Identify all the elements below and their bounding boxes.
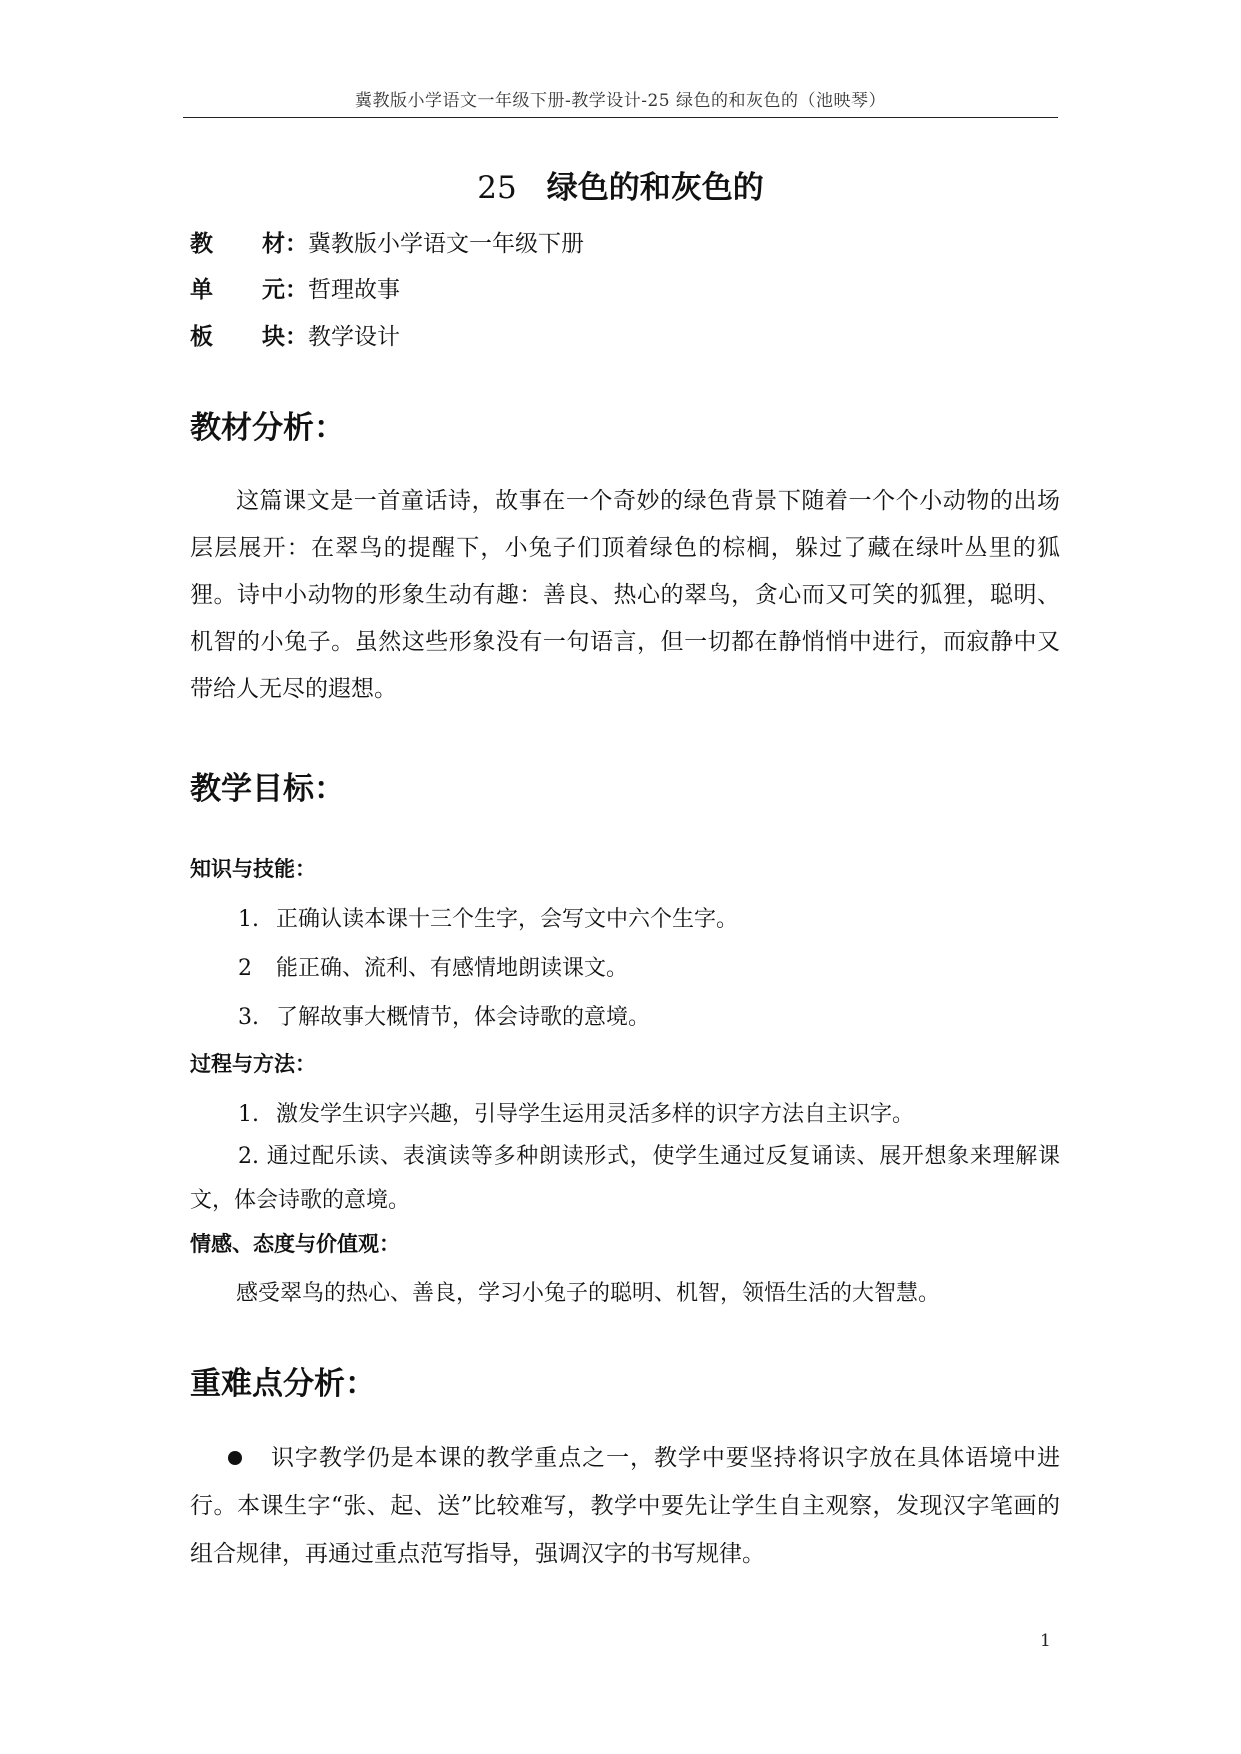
meta-textbook <box>190 225 584 258</box>
meta-textbook-key-2: 材： <box>262 230 308 257</box>
section-heading-analysis: 教材分析： <box>190 410 345 446</box>
list-item-text: 能正确、流利、有感情地朗读课文。 <box>276 956 629 981</box>
emotion-text: 感受翠鸟的热心、善良，学习小兔子的聪明、机智，领悟生活的大智慧。 <box>236 1281 941 1306</box>
lesson-number: 25 <box>477 170 517 206</box>
list-item <box>238 951 628 982</box>
list-item-number: 1. <box>238 907 259 932</box>
list-item-wrapped <box>190 1135 1060 1223</box>
header-divider <box>183 117 1058 118</box>
difficulty-bullet-item <box>190 1434 1060 1578</box>
list-item-number: 2 <box>238 956 252 981</box>
list-item <box>238 1097 914 1128</box>
list-item-text: 了解故事大概情节，体会诗歌的意境。 <box>276 1005 651 1030</box>
meta-unit-value: 哲理故事 <box>308 277 400 303</box>
meta-block <box>190 318 400 351</box>
difficulty-bullet-text: 识字教学仍是本课的教学重点之一，教学中要坚持将识字放在具体语境中进行。本课生字“张、起、送”比较难写，教学中要先让学生自主观察，发现汉字笔画的组合规律，再通过重点范写指导，强调汉字的书写规律。 <box>190 1445 1060 1567</box>
analysis-paragraph: 这篇课文是一首童话诗，故事在一个奇妙的绿色背景下随着一个个小动物的出场层层展开：在翠鸟的提醒下，小兔子们顶着绿色的棕榈，躲过了藏在绿叶丛里的狐狸。诗中小动物的形象生动有趣：善良、热心的翠鸟，贪心而又可笑的狐狸，聪明、机智的小兔子。虽然这些形象没有一句语言，但一切都在静悄悄中进行，而寂静中又带给人无尽的遐想。 <box>190 488 1060 702</box>
meta-textbook-value: 冀教版小学语文一年级下册 <box>308 231 584 257</box>
running-header: 冀教版小学语文一年级下册-教学设计-25 绿色的和灰色的（池映琴） <box>354 91 887 111</box>
section-heading-difficulty: 重难点分析： <box>190 1366 376 1402</box>
meta-unit-key-1: 单 <box>190 276 213 303</box>
list-item-text: 激发学生识字兴趣，引导学生运用灵活多样的识字方法自主识字。 <box>276 1102 915 1127</box>
meta-unit <box>190 271 400 304</box>
meta-block-value: 教学设计 <box>308 324 400 350</box>
meta-block-key-2: 块： <box>262 323 308 350</box>
subheading-emotion: 情感、态度与价值观： <box>190 1231 400 1256</box>
document-title <box>183 162 1058 207</box>
list-item-number: 2. <box>238 1144 259 1169</box>
section-heading-goals: 教学目标： <box>190 771 345 807</box>
list-item-number: 1. <box>238 1102 259 1127</box>
bullet-icon <box>228 1451 242 1465</box>
list-item-text: 通过配乐读、表演读等多种朗读形式，使学生通过反复诵读、展开想象来理解课文，体会诗歌的意境。 <box>190 1144 1060 1213</box>
subheading-process: 过程与方法： <box>190 1051 316 1076</box>
list-item-number: 3. <box>238 1005 259 1030</box>
lesson-title: 绿色的和灰色的 <box>546 170 764 206</box>
page-number: 1 <box>1040 1631 1051 1651</box>
meta-textbook-key-1: 教 <box>190 230 213 257</box>
list-item <box>238 1000 650 1031</box>
subheading-knowledge: 知识与技能： <box>190 856 316 881</box>
list-item <box>238 902 738 933</box>
list-item-text: 正确认读本课十三个生字，会写文中六个生字。 <box>276 907 739 932</box>
meta-unit-key-2: 元： <box>262 276 308 303</box>
meta-block-key-1: 板 <box>190 323 213 350</box>
